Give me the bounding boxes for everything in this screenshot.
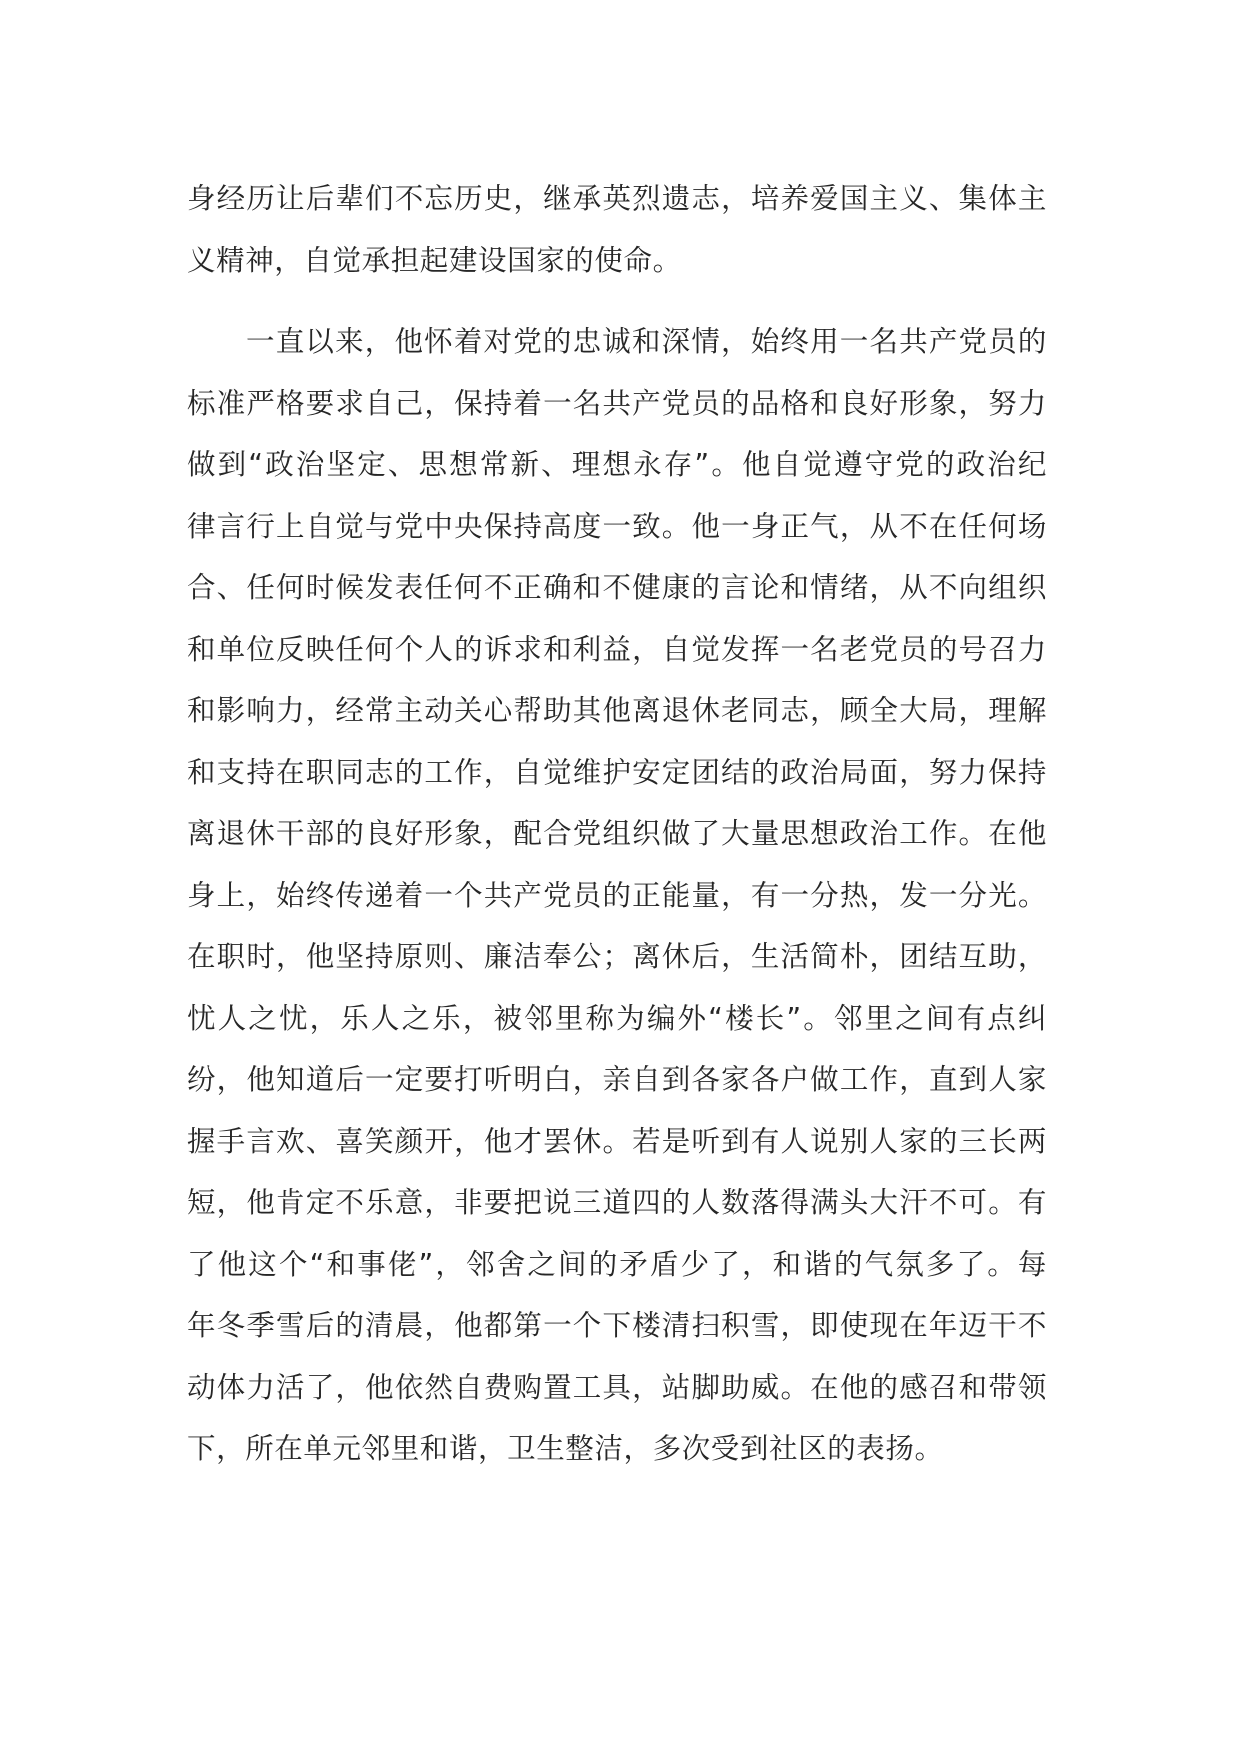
text-line: 动体力活了，他依然自费购置工具，站脚助威。在他的感召和带领 — [187, 1370, 1047, 1404]
text-line: 义精神，自觉承担起建设国家的使命。 — [187, 243, 682, 277]
text-line: 身经历让后辈们不忘历史，继承英烈遗志，培养爱国主义、集体主 — [187, 182, 1047, 215]
text-line: 短，他肯定不乐意，非要把说三道四的人数落得满头大汗不可。有 — [187, 1186, 1047, 1219]
text-line: 了他这个“和事佬”，邻舍之间的矛盾少了，和谐的气氛多了。每 — [187, 1247, 1047, 1281]
paragraph-main — [187, 311, 1047, 1480]
text-line: 标准严格要求自己，保持着一名共产党员的品格和良好形象，努力 — [187, 386, 1047, 420]
text-line: 忧人之忧，乐人之乐，被邻里称为编外“楼长”。邻里之间有点纠 — [187, 1001, 1047, 1035]
text-line: 握手言欢、喜笑颜开，他才罢休。若是听到有人说别人家的三长两 — [187, 1124, 1047, 1158]
text-line: 律言行上自觉与党中央保持高度一致。他一身正气，从不在任何场 — [187, 509, 1047, 543]
text-line: 和影响力，经常主动关心帮助其他离退休老同志，顾全大局，理解 — [187, 694, 1047, 727]
text-line: 在职时，他坚持原则、廉洁奉公；离休后，生活简朴，团结互助， — [187, 940, 1047, 973]
text-line: 下，所在单元邻里和谐，卫生整洁，多次受到社区的表扬。 — [187, 1432, 944, 1465]
text-line: 一直以来，他怀着对党的忠诚和深情，始终用一名共产党员的 — [246, 325, 1047, 358]
text-line: 离退休干部的良好形象，配合党组织做了大量思想政治工作。在他 — [187, 817, 1047, 850]
text-line: 和单位反映任何个人的诉求和利益，自觉发挥一名老党员的号召力 — [187, 632, 1047, 666]
text-line: 合、任何时候发表任何不正确和不健康的言论和情绪，从不向组织 — [187, 571, 1047, 604]
text-line: 身上，始终传递着一个共产党员的正能量，有一分热，发一分光。 — [187, 878, 1047, 912]
text-line: 做到“政治坚定、思想常新、理想永存”。他自觉遵守党的政治纪 — [187, 448, 1047, 481]
paragraph-continuation — [187, 168, 1047, 291]
text-line: 年冬季雪后的清晨，他都第一个下楼清扫积雪，即使现在年迈干不 — [187, 1309, 1047, 1342]
document-body — [187, 168, 1047, 1480]
text-line: 纷，他知道后一定要打听明白，亲自到各家各户做工作，直到人家 — [187, 1063, 1047, 1096]
text-line: 和支持在职同志的工作，自觉维护安定团结的政治局面，努力保持 — [187, 755, 1047, 789]
